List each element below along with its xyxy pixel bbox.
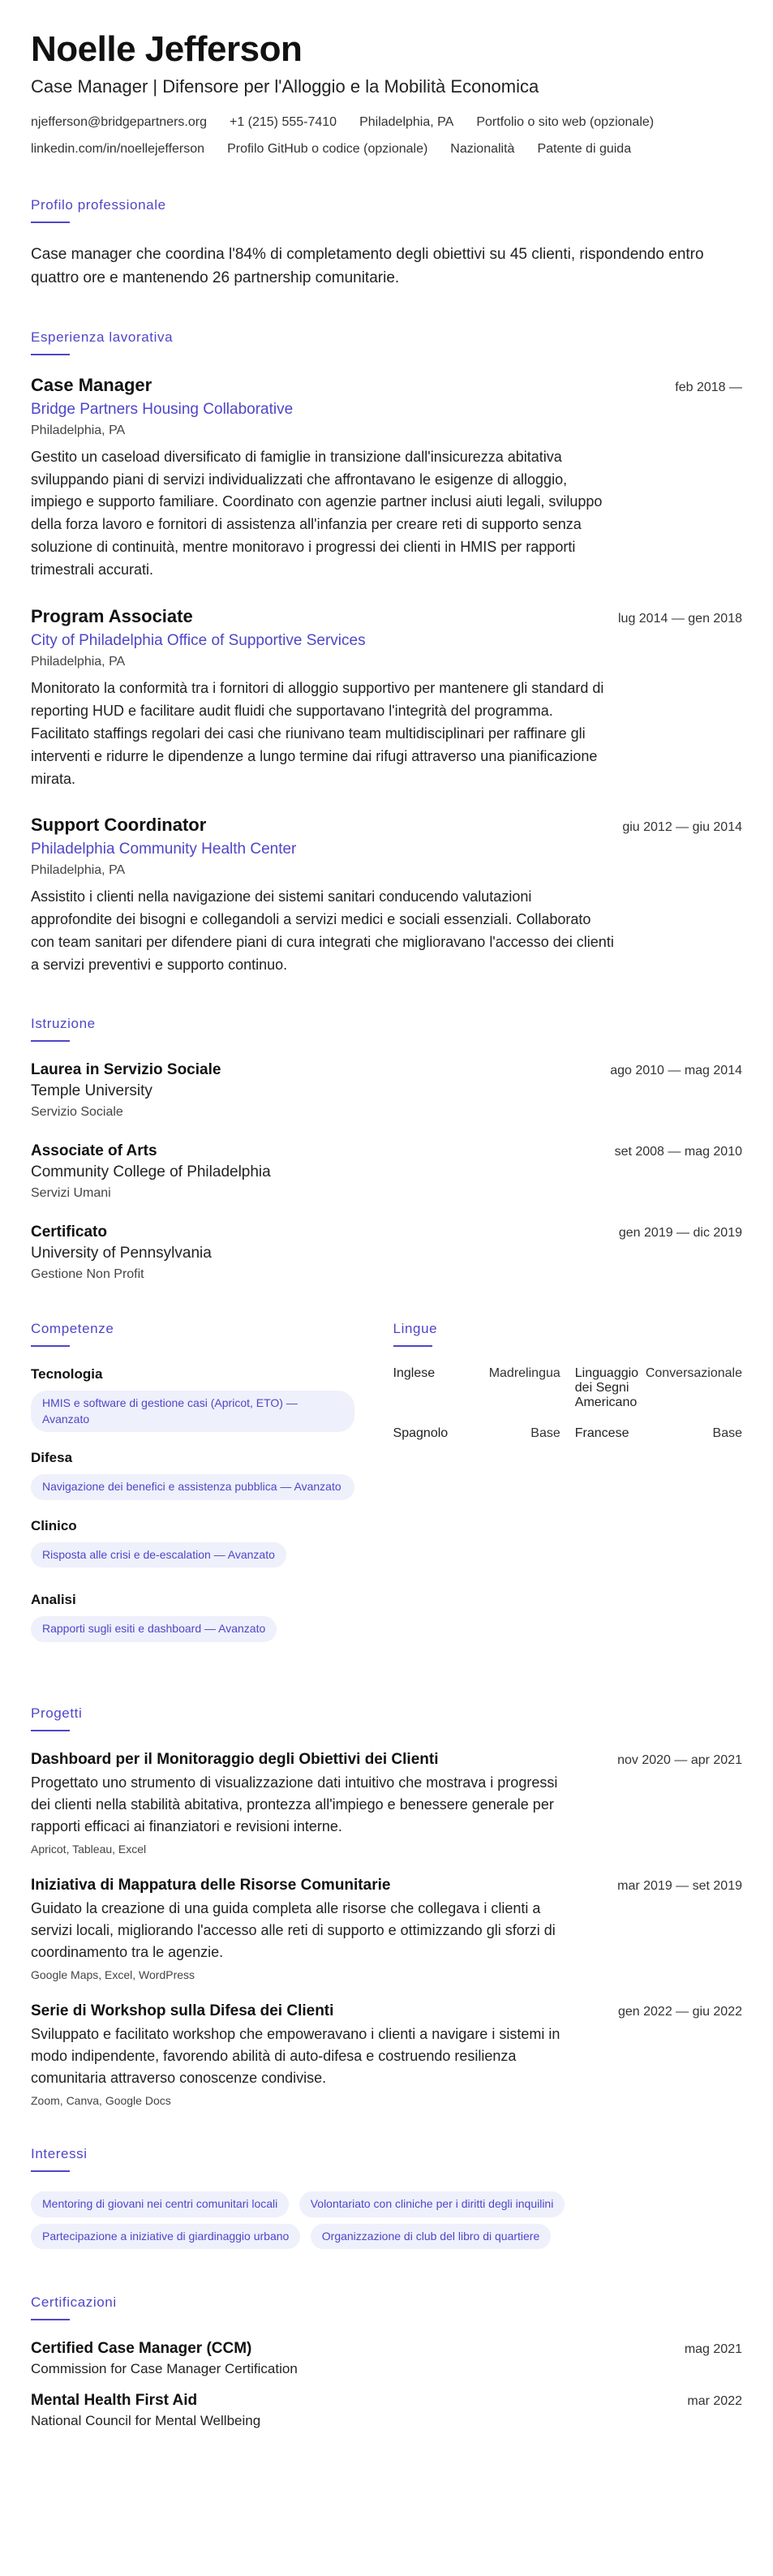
job-title: Case Manager	[31, 374, 152, 395]
job-description: Gestito un caseload diversificato di famiglie in transizione dall'insicurezza abitativa sviluppando piani di servizi individualizzati che affrontavano le esigenze di alloggio, impiego e supporto familiare. Coordinato con agenzie partner inclusi aiuti legali, sviluppo della forza lavoro e fornitori di assistenza all'infanzia per creare reti di supporto senza soluzione di continuità, mentre monitoravo i progressi dei clienti in HMIS per rapporti trimestrali accurati.	[31, 448, 603, 578]
experience-section	[31, 329, 742, 977]
education-section	[31, 1016, 742, 1282]
education-date: set 2008 — mag 2010	[614, 1145, 742, 1159]
languages-section	[393, 1321, 742, 1666]
language-name: Francese	[574, 1426, 629, 1441]
language-item	[575, 1366, 742, 1410]
project-description: Sviluppato e facilitato workshop che empoweravano i clienti a navigare i sistemi in modo indipendente, favorendo abilità di auto-difesa e costruendo resilienza comunitaria attraverso conoscenze condivise.	[31, 2025, 560, 2086]
project-tools: Google Maps, Excel, WordPress	[31, 1967, 195, 1981]
project-name: Serie di Workshop sulla Difesa dei Clienti	[31, 2002, 334, 2019]
experience-entry	[31, 606, 742, 790]
contact-list	[31, 114, 742, 158]
language-level: Base	[530, 1426, 560, 1441]
school: Temple University	[31, 1082, 152, 1100]
interest-pill: Organizzazione di club del libro di quartiere	[311, 2224, 551, 2250]
skill-category: Clinico	[31, 1517, 77, 1533]
resume-header	[31, 29, 742, 158]
interests-section	[31, 2146, 742, 2256]
contact-nationality: Nazionalità	[450, 141, 515, 156]
contact-github[interactable]: Profilo GitHub o codice (opzionale)	[227, 141, 428, 156]
education-entry	[31, 1061, 742, 1120]
summary-section	[31, 197, 742, 290]
skill-group	[31, 1366, 361, 1432]
project-name: Iniziativa di Mappatura delle Risorse Comunitarie	[31, 1876, 391, 1894]
interest-pill: Mentoring di giovani nei centri comunitari locali	[31, 2191, 289, 2217]
summary-text: Case manager che coordina l'84% di completamento degli obiettivi su 45 clienti, rispondendo entro quattro ore e mantenendo 26 partnership comunitarie.	[31, 245, 704, 287]
candidate-name: Noelle Jefferson	[31, 29, 303, 69]
section-divider	[393, 1345, 432, 1347]
section-title: Progetti	[31, 1705, 83, 1721]
contact-linkedin[interactable]: linkedin.com/in/noellejefferson	[31, 141, 205, 156]
language-name: Spagnolo	[393, 1426, 449, 1441]
section-divider	[31, 354, 70, 355]
project-entry	[31, 1751, 742, 1856]
section-title: Interessi	[31, 2145, 88, 2161]
certification-entry	[31, 2392, 742, 2429]
certification-date: mag 2021	[684, 2342, 742, 2357]
certification-entry	[31, 2340, 742, 2377]
skill-pill: Navigazione dei benefici e assistenza pubblica — Avanzato	[31, 1474, 354, 1500]
skill-pill: Rapporti sugli esiti e dashboard — Avanzato	[31, 1616, 277, 1642]
skill-category: Analisi	[31, 1592, 76, 1608]
skill-category: Tecnologia	[31, 1366, 103, 1383]
job-description: Monitorato la conformità tra i fornitori di alloggio supportivo per mantenere gli standard di reporting HUD e facilitare audit fluidi che supportavano l'integrità del programma. Facilitato staffings regolari dei casi che riunivano team multidisciplinari per raffinare gli interventi e ridurre le dipendenze a lungo termine dai rifugi attraverso una pianificazione mirata.	[31, 680, 604, 787]
degree: Certificato	[31, 1223, 107, 1241]
section-divider	[31, 1730, 70, 1731]
job-title: Support Coordinator	[31, 815, 207, 836]
education-entry	[31, 1142, 742, 1201]
job-title: Program Associate	[31, 606, 193, 626]
skill-group	[31, 1518, 361, 1575]
section-title: Profilo professionale	[31, 196, 166, 213]
section-title: Istruzione	[31, 1016, 96, 1032]
employer: Bridge Partners Housing Collaborative	[31, 400, 294, 418]
language-level: Madrelingua	[488, 1366, 560, 1381]
language-level: Conversazionale	[645, 1366, 742, 1381]
project-description: Progettato uno strumento di visualizzazione dati intuitivo che mostrava i progressi dei clienti nella stabilità abitativa, prontezza all'impiego e benessere generale per rapporti efficaci ai finanziatori e revisioni interne.	[31, 1774, 558, 1834]
interest-pill: Partecipazione a iniziative di giardinaggio urbano	[31, 2224, 300, 2250]
field-of-study: Servizio Sociale	[31, 1105, 123, 1120]
skill-group	[31, 1450, 361, 1500]
language-name: Linguaggio dei Segni Americano	[574, 1366, 639, 1410]
employer: Philadelphia Community Health Center	[31, 841, 297, 858]
section-title: Esperienza lavorativa	[31, 329, 174, 345]
certification-date: mar 2022	[687, 2394, 742, 2409]
certification-issuer: Commission for Case Manager Certification	[31, 2361, 298, 2377]
section-divider	[31, 1345, 70, 1347]
degree: Associate of Arts	[31, 1142, 157, 1160]
education-entry	[31, 1223, 742, 1282]
project-entry	[31, 1877, 742, 1981]
degree: Laurea in Servizio Sociale	[31, 1061, 221, 1079]
interest-list	[31, 2191, 742, 2256]
experience-entry	[31, 815, 742, 977]
job-date: lug 2014 — gen 2018	[617, 612, 742, 626]
section-title: Certificazioni	[31, 2294, 117, 2311]
language-level: Base	[712, 1426, 742, 1441]
job-location: Philadelphia, PA	[31, 863, 126, 878]
project-date: mar 2019 — set 2019	[617, 1878, 742, 1893]
certification-name: Certified Case Manager (CCM)	[31, 2340, 252, 2358]
project-date: nov 2020 — apr 2021	[617, 1752, 742, 1767]
section-title: Lingue	[393, 1321, 438, 1337]
job-date: giu 2012 — giu 2014	[622, 820, 742, 835]
field-of-study: Gestione Non Profit	[31, 1267, 144, 1282]
job-location: Philadelphia, PA	[31, 655, 126, 669]
job-date: feb 2018 —	[675, 380, 742, 394]
project-description: Guidato la creazione di una guida completa alle risorse che collegava i clienti a servizi locali, migliorando l'accesso alle reti di supporto e ottimizzando gli sforzi di coordinamento tra le agenzie.	[31, 1899, 556, 1960]
experience-entry	[31, 375, 742, 582]
job-location: Philadelphia, PA	[31, 423, 126, 437]
project-date: gen 2022 — giu 2022	[617, 2004, 742, 2019]
education-date: ago 2010 — mag 2014	[610, 1064, 742, 1078]
school: Community College of Philadelphia	[31, 1163, 271, 1181]
section-divider	[31, 221, 70, 223]
project-name: Dashboard per il Monitoraggio degli Obiettivi dei Clienti	[31, 1750, 439, 1768]
contact-driving-license: Patente di guida	[537, 141, 632, 156]
contact-phone[interactable]: +1 (215) 555-7410	[229, 115, 337, 130]
section-divider	[31, 2319, 70, 2320]
certifications-section	[31, 2294, 742, 2429]
language-item	[393, 1366, 560, 1410]
project-tools: Zoom, Canva, Google Docs	[31, 2093, 171, 2107]
employer: City of Philadelphia Office of Supportive Services	[31, 632, 366, 649]
skill-category: Difesa	[31, 1450, 73, 1466]
contact-email[interactable]: njefferson@bridgepartners.org	[31, 115, 207, 130]
interest-pill: Volontariato con cliniche per i diritti degli inquilini	[299, 2191, 565, 2217]
project-tools: Apricot, Tableau, Excel	[31, 1842, 147, 1856]
contact-location: Philadelphia, PA	[359, 115, 454, 130]
skills-languages-row	[31, 1321, 742, 1666]
certification-name: Mental Health First Aid	[31, 2392, 198, 2410]
language-item	[393, 1426, 560, 1441]
skills-section	[31, 1321, 361, 1666]
project-entry	[31, 2002, 742, 2107]
section-divider	[31, 2170, 70, 2172]
projects-section	[31, 1705, 742, 2107]
candidate-headline: Case Manager | Difensore per l'Alloggio e la Mobilità Economica	[31, 75, 539, 97]
section-divider	[31, 1040, 70, 1042]
language-name: Inglese	[393, 1366, 436, 1381]
job-description: Assistito i clienti nella navigazione dei sistemi sanitari conducendo valutazioni approfondite dei bisogni e collegandoli a servizi medici e sociali essenziali. Collaborato con team sanitari per difendere piani di cura integrati che miglioravano l'accesso dei clienti a servizi preventivi e supporto continuo.	[31, 888, 614, 974]
certification-issuer: National Council for Mental Wellbeing	[31, 2413, 261, 2429]
skill-pill: HMIS e software di gestione casi (Apricot, ETO) — Avanzato	[31, 1391, 354, 1432]
field-of-study: Servizi Umani	[31, 1186, 111, 1201]
skill-pill: Risposta alle crisi e de-escalation — Avanzato	[31, 1542, 286, 1568]
school: University of Pennsylvania	[31, 1245, 212, 1262]
contact-portfolio[interactable]: Portfolio o sito web (opzionale)	[476, 115, 655, 130]
skill-group	[31, 1592, 361, 1649]
section-title: Competenze	[31, 1321, 114, 1337]
education-date: gen 2019 — dic 2019	[618, 1226, 742, 1241]
language-item	[575, 1426, 742, 1441]
